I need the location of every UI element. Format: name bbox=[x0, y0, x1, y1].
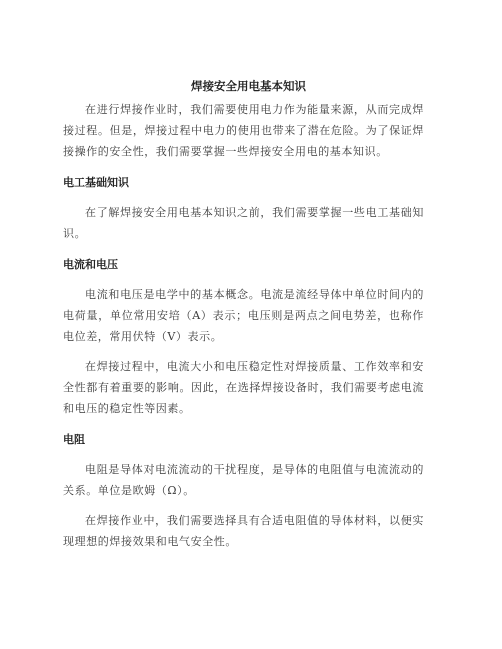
document-title: 焊接安全用电基本知识 bbox=[191, 79, 306, 93]
section-heading-resistance: 电阻 bbox=[63, 433, 85, 446]
section-paragraph: 电阻是导体对电流流动的干扰程度，是导体的电阻值与电流流动的关系。单位是欧姆（Ω）。 bbox=[63, 463, 424, 497]
intro-paragraph: 在进行焊接作业时，我们需要使用电力作为能量来源，从而完成焊接过程。但是，焊接过程中电力的使用也带来了潜在危险。为了保证焊接操作的安全性，我们需要掌握一些焊接安全用电的基本知识。 bbox=[63, 103, 424, 158]
section-paragraph: 在了解焊接安全用电基本知识之前，我们需要掌握一些电工基础知识。 bbox=[63, 206, 424, 240]
section-paragraph: 电流和电压是电学中的基本概念。电流是流经导体中单位时间内的电荷量，单位常用安培（A）表示；电压则是两点之间电势差，也称作电位差，常用伏特（V）表示。 bbox=[63, 288, 424, 343]
section-paragraph: 在焊接作业中，我们需要选择具有合适电阻值的导体材料，以便实现理想的焊接效果和电气安全性。 bbox=[63, 514, 424, 548]
section-paragraph: 在焊接过程中，电流大小和电压稳定性对焊接质量、工作效率和安全性都有着重要的影响。因此，在选择焊接设备时，我们需要考虑电流和电压的稳定性等因素。 bbox=[63, 360, 424, 415]
section-heading-electrical-basics: 电工基础知识 bbox=[63, 176, 129, 189]
section-heading-current-voltage: 电流和电压 bbox=[63, 258, 118, 271]
